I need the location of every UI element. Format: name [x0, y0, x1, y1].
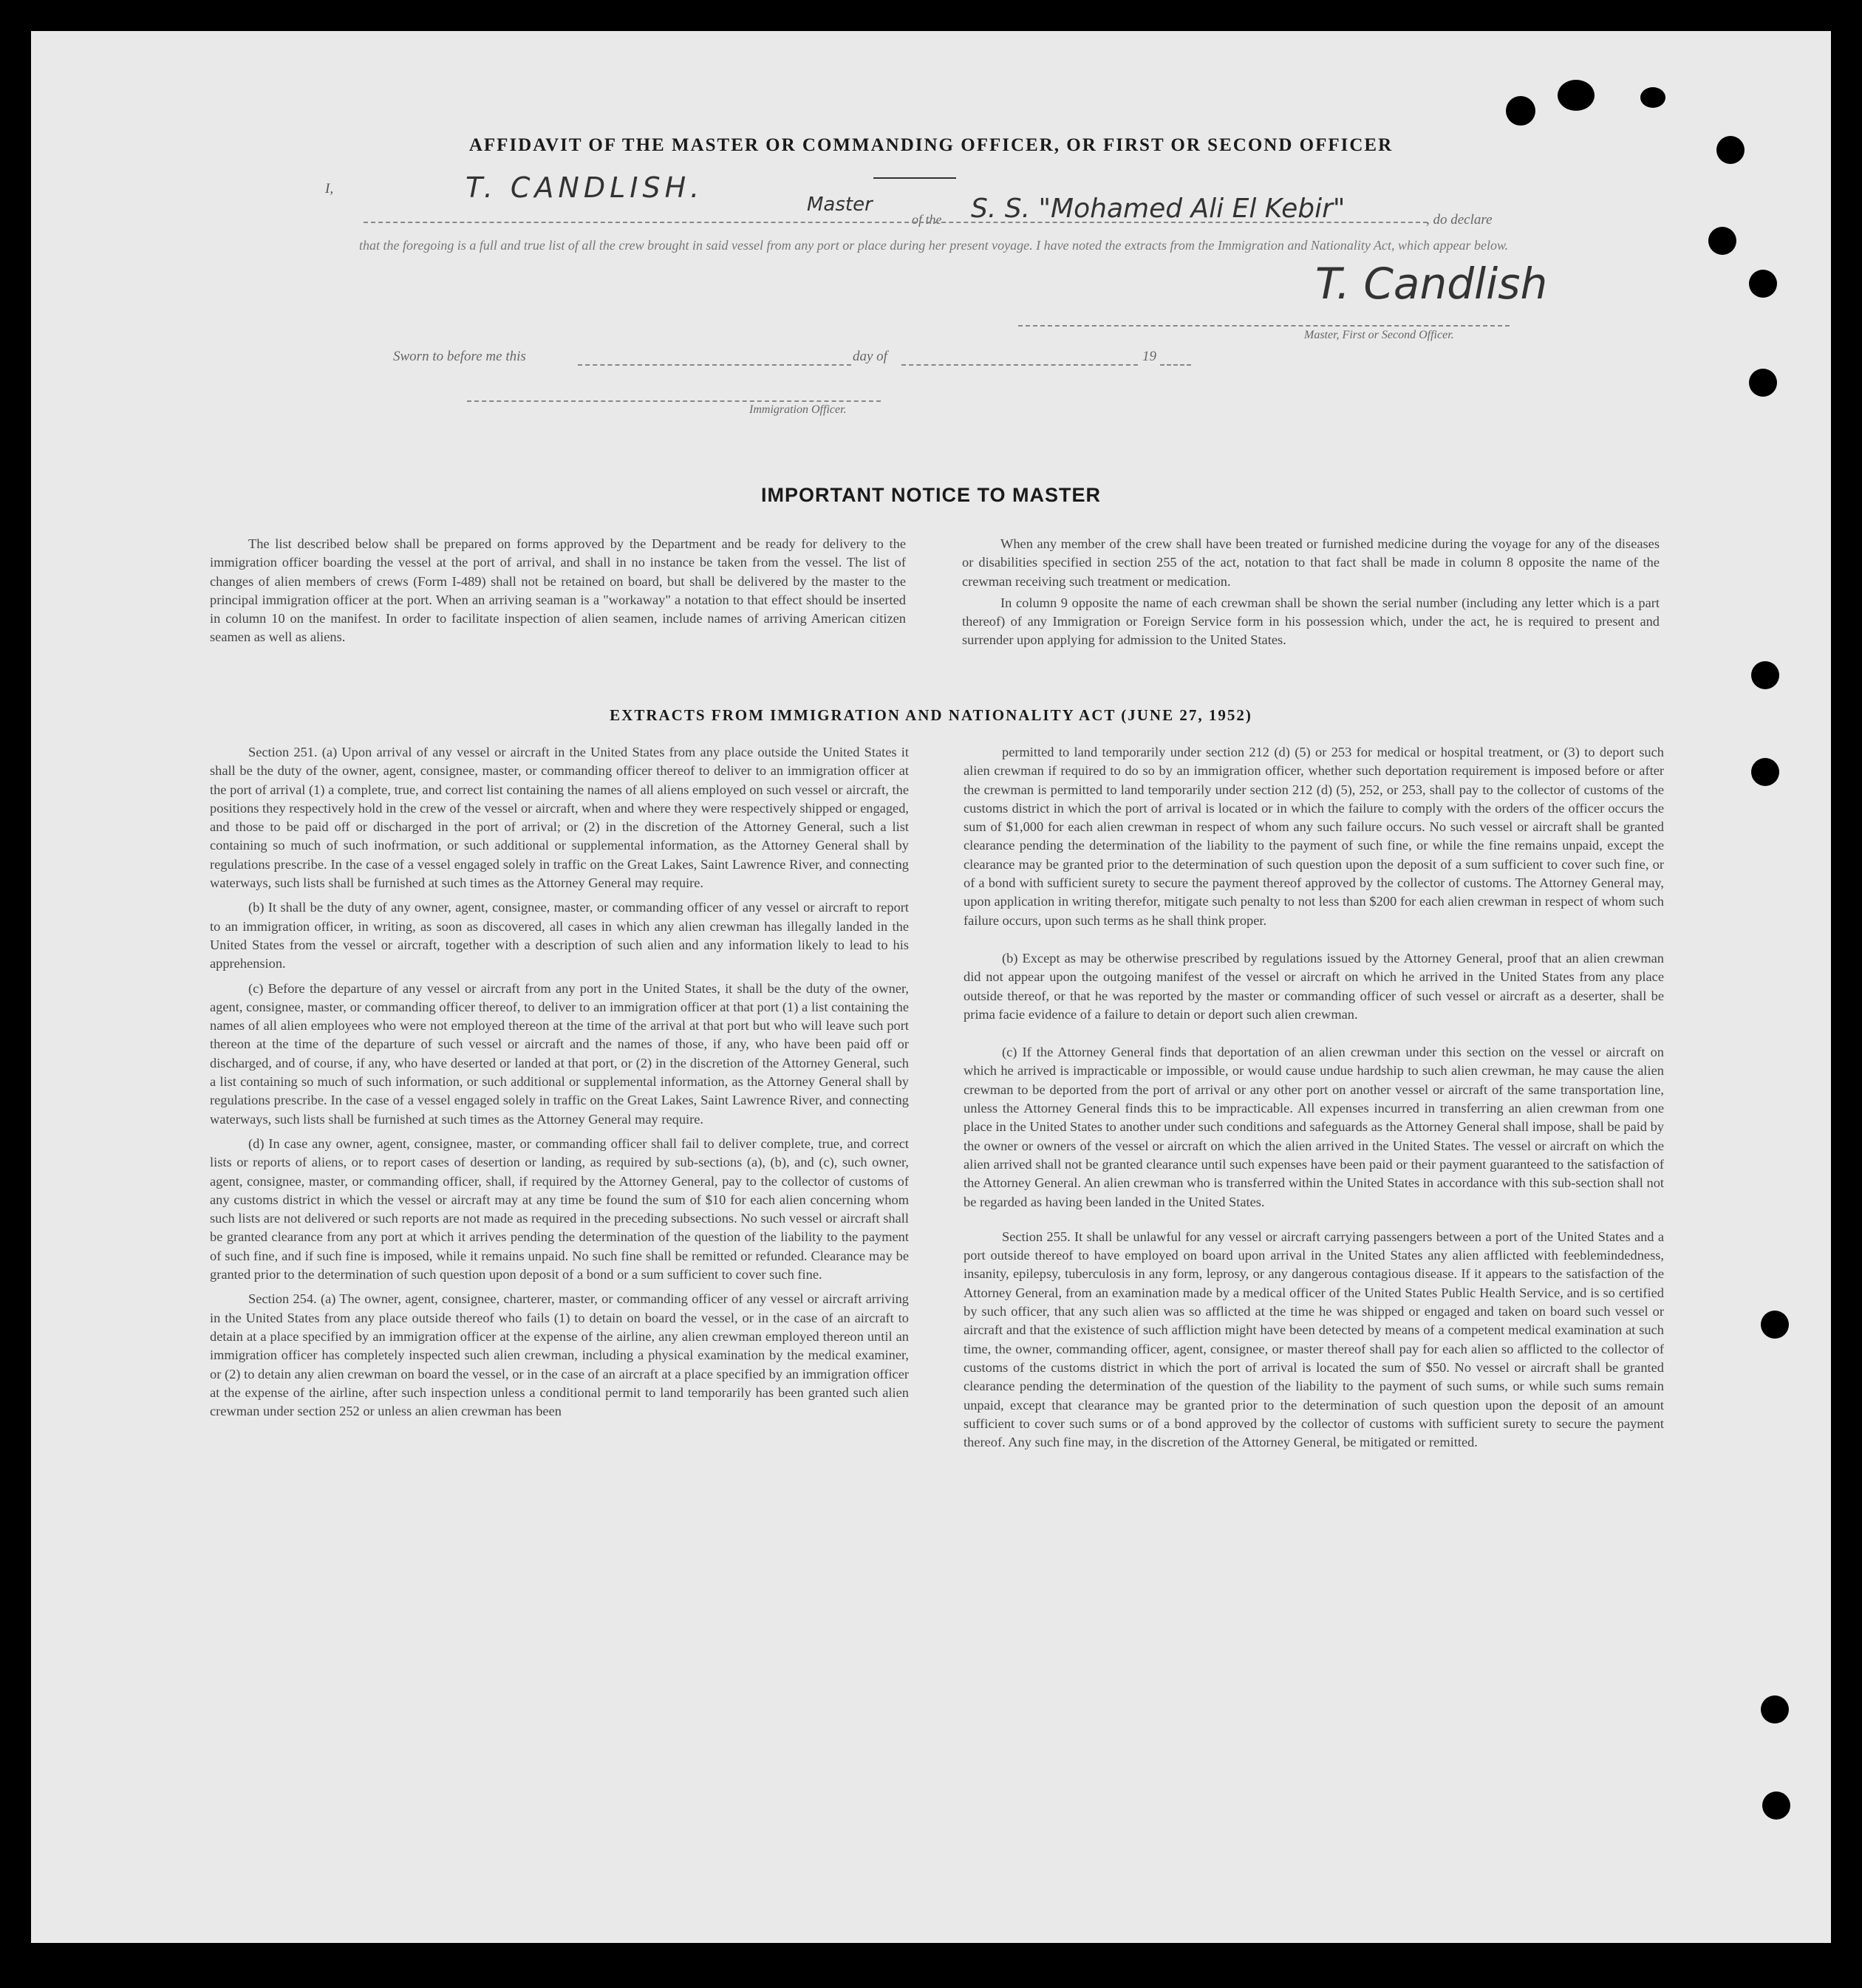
section-paragraph: (b) It shall be the duty of any owner, agent, consignee, master, or commanding officer of any vessel or aircraft to report to an immigration officer, in writing, as soon as discovered, all cases in which any alien crewman has illegally landed in the United States from the vessel or aircraft, together with a description of such alien and any information likely to lead to his apprehension.: [210, 900, 909, 971]
extracts-right-column: [964, 743, 1664, 1458]
punch-hole: [1708, 227, 1736, 255]
of-the-label: of the: [912, 212, 942, 227]
declaration-text: that the foregoing is a full and true list of all the crew brought in said vessel from any port or place during her present voyage. I have noted the extracts from the Immigration and Nationality Act, which appear below.: [359, 238, 1509, 253]
section-paragraph: permitted to land temporarily under section 212 (d) (5) or 253 for medical or hospital treatment, or (3) to deport such alien crewman if required to do so by an immigration officer, whether such deportation requirement is imposed before or after the crewman is permitted to land temporarily under section 212 (d) (5), 252, or 253, shall pay to the collector of customs of the customs district in which the port of arrival is located or in which the failure to comply with the orders of the officer occurs the sum of $1,000 for each alien crewman in respect of whom any such failure occurs. No such vessel or aircraft shall be granted clearance pending the determination of the liability to the payment of such fine, or while the fine remains unpaid, except the clearance may be granted prior to the determination of such question upon the deposit of a sum sufficient to cover such fine, or of a bond with sufficient surety to secure the payment thereof approved by the collector of customs. The Attorney General may, upon application in writing therefor, mitigate such penalty to not less than $200 for each alien crewman in respect of whom such failure occurs, upon such terms as he shall think proper.: [964, 745, 1664, 928]
notice-right-column: [962, 535, 1660, 653]
extracts-title: EXTRACTS FROM IMMIGRATION AND NATIONALITY ACT (JUNE 27, 1952): [610, 706, 1252, 724]
section-paragraph: Section 251. (a) Upon arrival of any vessel or aircraft in the United States from any place outside the United States it shall be the duty of the owner, agent, consignee, master, or commanding officer thereof to deliver to an immigration officer at the port of arrival (1) a complete, true, and correct list containing the names of all aliens employed on such vessel or aircraft, the positions they respectively hold in the crew of the vessel or aircraft, when and where they were respectively shipped or engaged, and those to be paid off or discharged in the port of arrival; or (2) in the discretion of the Attorney General, such a list containing so much of such inofrmation, or such additional or supplemental information, as the Attorney General shall by regulations prescribe. In the case of a vessel engaged solely in traffic on the Great Lakes, Saint Lawrence River, and connecting waterways, such lists shall be furnished at such times as the Attorney General may require.: [210, 745, 909, 891]
ink-blot: [1558, 80, 1595, 111]
affidavit-title: AFFIDAVIT OF THE MASTER OR COMMANDING OFFICER, OR FIRST OR SECOND OFFICER: [468, 135, 1394, 155]
notice-left-paragraph: The list described below shall be prepared on forms approved by the Department and be ready for delivery to the immigration officer boarding the vessel at the port of arrival, and shall in no instance be taken from the vessel. The list of changes of alien members of crews (Form I-489) shall not be retained on board, but shall be delivered by the master to the principal immigration officer at the port. When an arriving seaman is a "workaway" a notation to that effect should be inserted in column 10 on the manifest. In order to facilitate inspection of alien seamen, include names of arriving American citizen seamen as well as aliens.: [210, 536, 906, 645]
sworn-label: Sworn to before me this: [393, 349, 526, 364]
punch-hole: [1761, 1311, 1789, 1339]
section-paragraph: Section 254. (a) The owner, agent, consignee, charterer, master, or commanding officer of any vessel or aircraft arriving in the United States from any place outside thereof who fails (1) to detain on board the vessel, or in the case of an aircraft to detain at a place specified by an immigration officer at the expense of the airline, any alien crewman employed thereon until an immigration officer has completely inspected such alien crewman, including a physical examination by the medical examiner, or (2) to detain any alien crewman on board the vessel, or in the case of an aircraft at a place specified by an immigration officer at the expense of the airline, after such inspection unless a conditional permit to land temporarily has been granted such alien crewman under section 252 or unless an alien crewman has been: [210, 1291, 909, 1419]
officer-caption: Immigration Officer.: [749, 403, 847, 416]
title-divider: [873, 177, 956, 179]
section-paragraph: (b) Except as may be otherwise prescribed by regulations issued by the Attorney General, proof that an alien crewman did not appear upon the outgoing manifest of the vessel or aircraft on which he arrived in the United States from any place outside thereof, or that he was reported by the master or commanding officer of such vessel or aircraft as a deserter, shall be prima facie evidence of a failure to detain or deport such alien crewman.: [964, 950, 1664, 1022]
day-of-label: day of: [853, 349, 887, 364]
year-line: [1160, 364, 1191, 366]
punch-hole: [1762, 1791, 1790, 1820]
punch-hole: [1751, 758, 1779, 786]
punch-hole: [1749, 270, 1777, 298]
handwritten-vessel: S. S. "Mohamed Ali El Kebir": [971, 194, 1346, 224]
section-paragraph: (c) If the Attorney General finds that deportation of an alien crewman under this section on the vessel or aircraft on which he arrived is impracticable or impossible, or would cause undue hardship to such alien crewman, he may cause the alien crewman to be deported from the port of arrival or any other port on another vessel or aircraft of the same transportation line, unless the Attorney General finds this to be impracticable. All expenses incurred in transferring an alien crewman from one place in the United States to another under such conditions and safeguards as the Attorney General shall impose, shall be paid by the owner or owners of the vessel or aircraft on which the alien arrived in the United States. The vessel or aircraft on which the alien arrived shall not be granted clearance until such expenses have been paid or their payment guaranteed to the satisfaction of the Attorney General. An alien crewman who is transferred within the United States in accordance with this sub-section shall not be regarded as having been landed in the United States.: [964, 1045, 1664, 1209]
section-paragraph: (d) In case any owner, agent, consignee, master, or commanding officer shall fail to deliver complete, true, and correct lists or reports of aliens, or to report cases of desertion or landing, as required by sub-sections (a), (b), and (c), such owner, agent, consignee, master, or commanding officer, shall, if required by the Attorney General, pay to the collector of customs of any customs district in which the vessel or aircraft may at any time be found the sum of $10 for each alien concerning whom such lists are not delivered or such reports are not made as required in the preceding subsections. No such vessel or aircraft shall be granted clearance from any port at which it arrives pending the determination of the question of the liability to the payment of such fine, and if such fine is imposed, while it remains unpaid. No such fine shall be remitted or refunded. Clearance may be granted prior to the determination of such question upon deposit of a bond or a sum sufficient to cover such fine.: [210, 1135, 909, 1282]
handwritten-rank: Master: [807, 194, 873, 216]
year-prefix: 19: [1142, 349, 1156, 364]
notice-right-paragraph: In column 9 opposite the name of each crewman shall be shown the serial number (including any letter which is a part thereof) of any Immigration or Foreign Service form in his possession which, under the act, he is required to present and surrender upon applying for admission to the United States.: [962, 595, 1660, 648]
punch-hole: [1749, 369, 1777, 397]
section-paragraph: (c) Before the departure of any vessel or aircraft from any port in the United States, it shall be the duty of the owner, agent, consignee, master, or commanding officer thereof, to deliver to an immigration officer at that port (1) a list containing the names of all alien employees who were not employed thereon at the time of the arrival at that port but who will leave such port thereon at the time of the departure of such vessel or aircraft and the names of those, if any, who have been paid off or discharged, and of course, if any, who have deserted or landed at that port, or (2) in the discretion of the Attorney General, such a list containing so much of such information, or such additional or supplemental information, as the Attorney General shall by regulations prescribe. In the case of a vessel engaged solely in traffic on the Great Lakes, Saint Lawrence River, and connecting waterways, such lists shall be furnished at such times as the Attorney General may require.: [210, 980, 909, 1127]
section-paragraph: Section 255. It shall be unlawful for any vessel or aircraft carrying passengers between a port of the United States and a port outside thereof to have employed on board upon arrival in the United States any alien afflicted with feeblemindedness, insanity, epilepsy, tuberculosis in any form, leprosy, or any dangerous contagious disease. If it appears to the satisfaction of the Attorney General, from an examination made by a medical officer of the United States Public Health Service, and is so certified by such officer, that any such alien was so afflicted at the time he was shipped or engaged and taken on board such vessel or aircraft and that the existence of such affliction might have been detected by means of a competent medical examination at such time, the owner, commanding officer, agent, consignee, or master thereof shall pay for each alien so afflicted to the collector of customs of the customs district in which the port of arrival is located the sum of $50. No vessel or aircraft shall be granted clearance pending the determination of the question of the liability to the payment of such sums, or while such sums remain unpaid, except that clearance may be granted prior to the determination of such question upon the deposit of an amount sufficient to cover such sums or of a bond approved by the collector of customs with sufficient surety to secure the payment thereof. Any such fine may, in the discretion of the Attorney General, be mitigated or remitted.: [964, 1229, 1664, 1450]
punch-hole: [1761, 1695, 1789, 1724]
notice-right-paragraph: When any member of the crew shall have been treated or furnished medicine during the voyage for any of the diseases or disabilities specified in section 255 of the act, notation to that fact shall be made in column 8 opposite the name of the crewman receiving such treatment or medication.: [962, 536, 1660, 589]
sworn-month-line: [901, 364, 1138, 366]
notice-left-column: [210, 535, 906, 650]
notice-title: IMPORTANT NOTICE TO MASTER: [761, 484, 1101, 506]
do-declare-label: , do declare: [1426, 212, 1493, 228]
extracts-left-column: [210, 743, 909, 1427]
i-prefix: I,: [325, 181, 334, 197]
signature-caption: Master, First or Second Officer.: [1304, 329, 1454, 341]
sworn-date-line: [578, 364, 851, 366]
ink-blot: [1640, 87, 1665, 108]
signature: T. Candlish: [1315, 259, 1548, 309]
officer-signature-line: [467, 400, 881, 402]
handwritten-name: T. CANDLISH.: [466, 171, 704, 204]
declaration-underline: [364, 222, 1428, 223]
ink-blot: [1506, 96, 1535, 126]
punch-hole: [1751, 661, 1779, 689]
signature-line: [1018, 325, 1510, 327]
